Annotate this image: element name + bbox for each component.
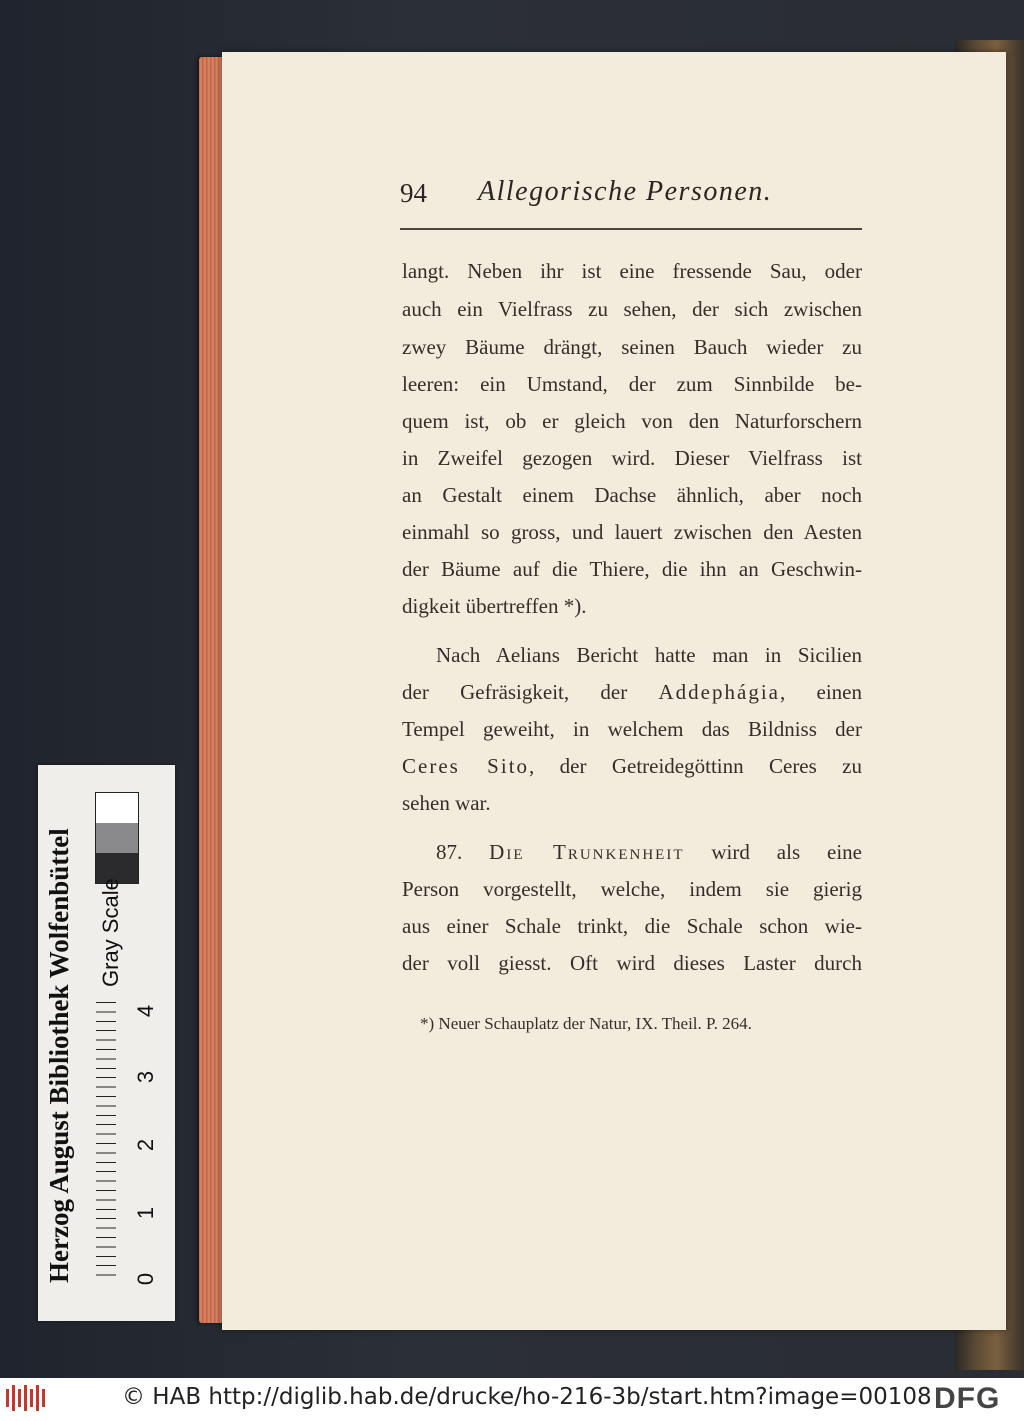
- hab-logo-icon: [6, 1385, 50, 1411]
- page-header: [400, 178, 862, 214]
- footnote: *) Neuer Schauplatz der Natur, IX. Theil. P. 264.: [420, 1014, 752, 1033]
- ruler-number: 4: [133, 1004, 159, 1018]
- ruler-number: 2: [133, 1138, 159, 1152]
- text-line: digkeit übertreffen *).: [402, 594, 587, 618]
- ruler-number: 0: [133, 1272, 159, 1286]
- ruler-title: Herzog August Bibliothek Wolfenbüttel: [44, 828, 74, 1283]
- text-line: auch ein Vielfrass zu sehen, der sich zwischen: [402, 297, 862, 321]
- text-line: der Bäume auf die Thiere, die ihn an Geschwin-: [402, 557, 862, 581]
- text-line: Person vorgestellt, welche, indem sie gierig: [402, 877, 862, 901]
- emphasis-span: Ceres Sito: [402, 754, 530, 778]
- text-span: , der Getreidegöttinn Ceres zu: [529, 754, 862, 778]
- copyright-link[interactable]: © HAB http://diglib.hab.de/drucke/ho-216-3b/start.htm?image=00108: [122, 1384, 932, 1410]
- white-swatch: [96, 793, 138, 823]
- text-line: aus einer Schale trinkt, die Schale schon wie-: [402, 914, 862, 938]
- footer-bar: [0, 1378, 1024, 1421]
- running-title: Allegorische Personen.: [478, 176, 773, 207]
- text-line: Nach Aelians Bericht hatte man in Sicilien: [436, 643, 862, 667]
- dfg-logo: DFG: [934, 1382, 1001, 1415]
- text-line: der voll giesst. Oft wird dieses Laster durch: [402, 951, 862, 975]
- paragraph-number: 87.: [436, 840, 463, 864]
- text-span: , einen: [779, 680, 862, 704]
- ruler-number: 3: [133, 1070, 159, 1084]
- text-line: einmahl so gross, und lauert zwischen den Aesten: [402, 520, 862, 544]
- header-rule: [400, 228, 862, 230]
- text-line: leeren: ein Umstand, der zum Sinnbilde be-: [402, 372, 862, 396]
- emphasis-span: Addephágia: [658, 680, 780, 704]
- gray-swatch: [96, 823, 138, 853]
- text-line: [436, 839, 862, 865]
- ruler-ticks: [96, 1002, 116, 1284]
- gray-swatches: [95, 792, 139, 884]
- text-line: [402, 679, 862, 705]
- text-line: langt. Neben ihr ist eine fressende Sau, oder: [402, 259, 862, 283]
- emphasis-span: Die Trunkenheit: [489, 840, 685, 864]
- text-line: zwey Bäume drängt, seinen Bauch wieder zu: [402, 335, 862, 359]
- text-line: [402, 753, 862, 779]
- page-number: 94: [400, 178, 427, 208]
- text-span: der Gefräsigkeit, der: [402, 680, 628, 704]
- text-line: sehen war.: [402, 791, 491, 815]
- text-line: quem ist, ob er gleich von den Naturforschern: [402, 409, 862, 433]
- text-span: wird als eine: [711, 840, 862, 864]
- ruler-number: 1: [133, 1206, 159, 1220]
- text-line: Tempel geweiht, in welchem das Bildniss der: [402, 717, 862, 741]
- gray-scale-label: Gray Scale: [98, 878, 123, 987]
- text-line: in Zweifel gezogen wird. Dieser Vielfrass ist: [402, 446, 862, 470]
- text-line: an Gestalt einem Dachse ähnlich, aber noch: [402, 483, 862, 507]
